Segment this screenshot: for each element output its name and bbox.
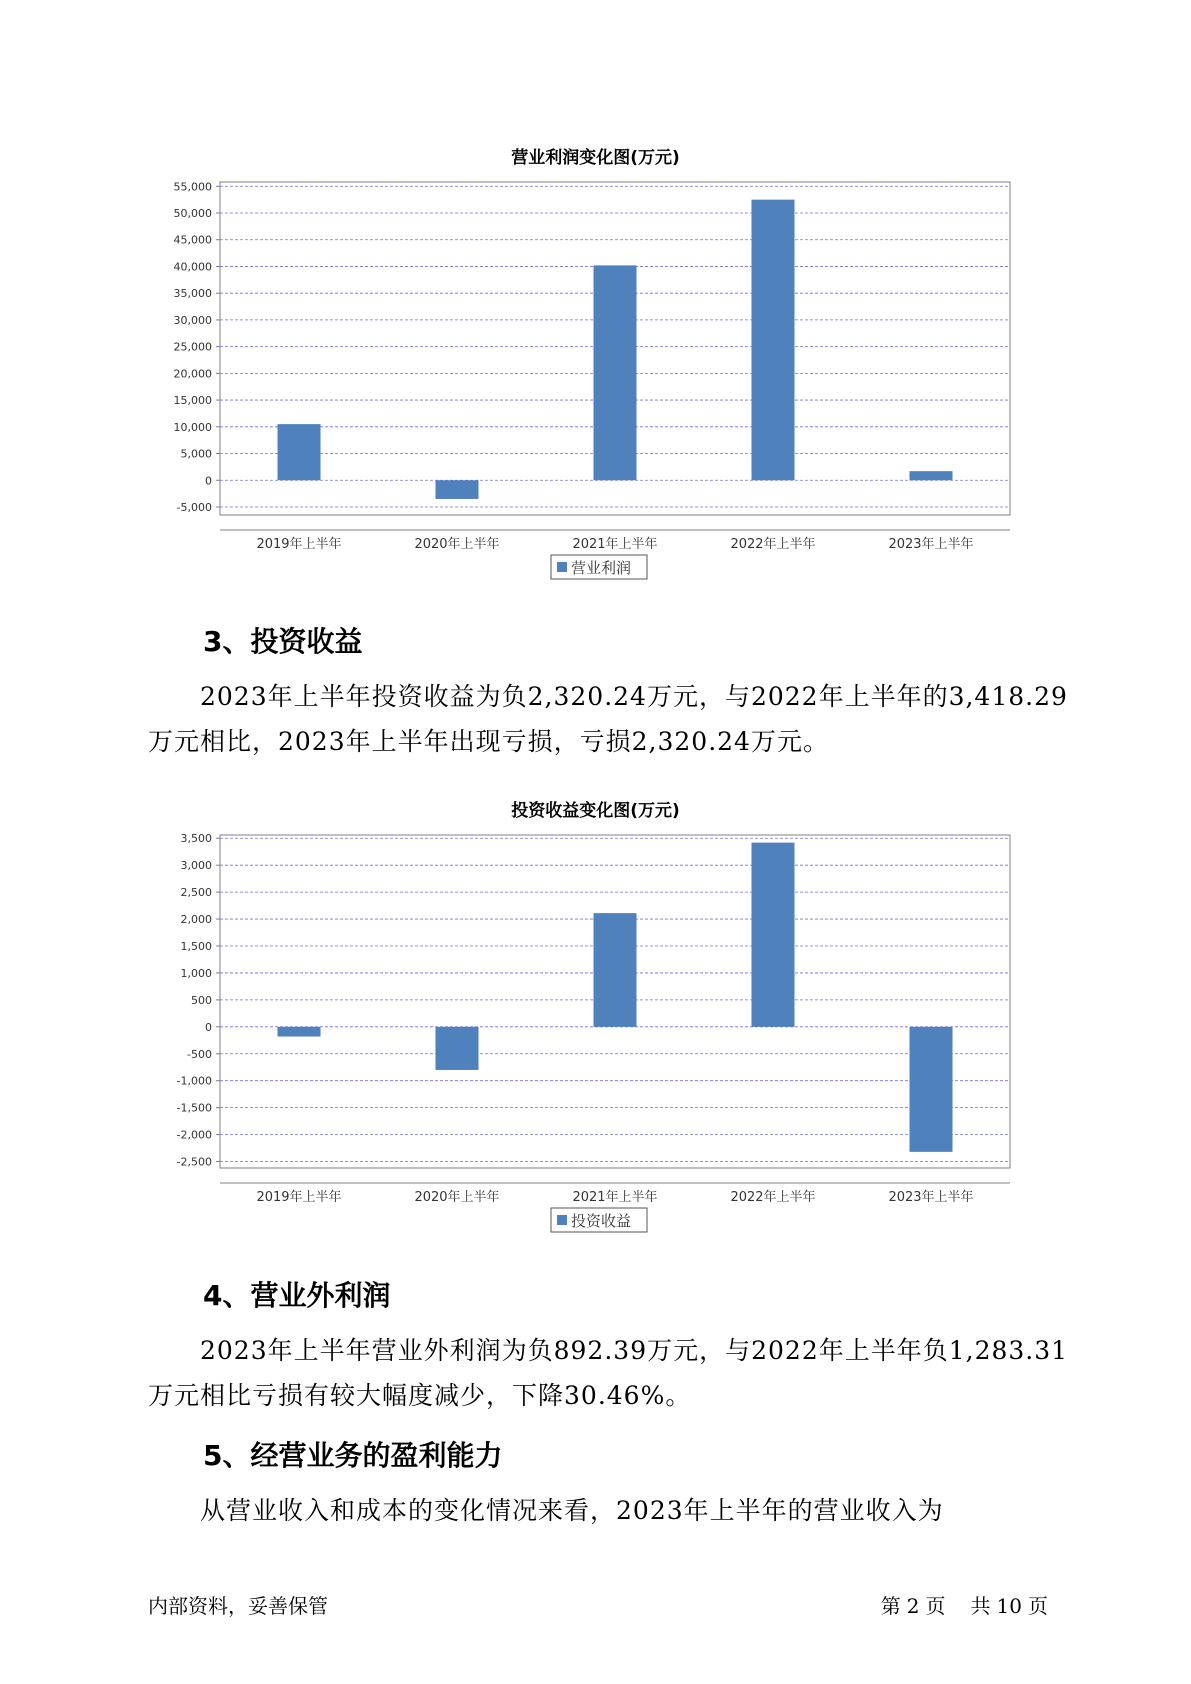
y-tick-label: 10,000	[173, 420, 212, 434]
y-tick-label: 1,000	[180, 966, 212, 980]
y-tick-label: 15,000	[173, 394, 212, 408]
total-label-prefix: 共	[970, 1594, 991, 1618]
y-tick-label: 3,000	[180, 859, 212, 873]
bar	[752, 843, 795, 1027]
section-paragraph-profitability: 从营业收入和成本的变化情况来看，2023年上半年的营业收入为	[200, 1496, 944, 1525]
y-tick-label: 3,500	[180, 832, 212, 846]
page-label-mid: 页	[925, 1594, 946, 1618]
y-tick-label: -2,500	[176, 1155, 212, 1169]
x-tick-label: 2022年上半年	[730, 537, 816, 552]
y-tick-label: 20,000	[173, 367, 212, 381]
bar	[910, 1027, 953, 1152]
x-tick-label: 2023年上半年	[888, 1190, 974, 1205]
bar	[594, 913, 637, 1027]
footer-page-info	[878, 1590, 1051, 1619]
operating-profit-chart	[0, 160, 1191, 590]
y-tick-label: 40,000	[173, 260, 212, 274]
page-number: 2	[906, 1594, 920, 1618]
footer-confidential-note: 内部资料，妥善保管	[148, 1594, 328, 1618]
y-tick-label: 0	[205, 474, 212, 488]
y-tick-label: 1,500	[180, 940, 212, 953]
y-tick-label: -1,000	[176, 1074, 212, 1088]
x-tick-label: 2023年上半年	[888, 537, 974, 552]
y-tick-label: 45,000	[173, 233, 212, 247]
legend	[551, 555, 647, 579]
bar	[278, 1027, 321, 1037]
legend	[551, 1208, 647, 1232]
section-paragraph-non-operating-profit: 2023年上半年营业外利润为负892.39万元，与2022年上半年负1,283.31万元相比亏损有较大幅度减少，下降30.46%。	[148, 1336, 1069, 1410]
y-tick-label: 2,500	[180, 886, 212, 900]
bar	[752, 200, 795, 481]
x-tick-label: 2020年上半年	[414, 1190, 500, 1205]
bar	[436, 1027, 479, 1070]
bar	[278, 424, 321, 480]
page-label-prefix: 第	[880, 1594, 901, 1618]
legend-label: 投资收益	[571, 1212, 632, 1230]
section-heading-profitability: 5、经营业务的盈利能力	[203, 1439, 503, 1472]
x-tick-label: 2021年上半年	[572, 1190, 658, 1205]
bar	[436, 480, 479, 499]
y-tick-label: 25,000	[173, 340, 212, 354]
section-paragraph-investment-income: 2023年上半年投资收益为负2,320.24万元，与2022年上半年的3,418.29万元相比，2023年上半年出现亏损，亏损2,320.24万元。	[148, 682, 1068, 756]
y-tick-label: 0	[205, 1020, 212, 1034]
y-tick-label: 35,000	[173, 287, 212, 301]
section-heading-non-operating-profit: 4、营业外利润	[203, 1279, 391, 1312]
y-tick-label: 2,000	[180, 913, 212, 927]
x-tick-label: 2022年上半年	[730, 1190, 816, 1205]
legend-swatch	[557, 562, 567, 572]
total-pages: 10	[996, 1594, 1022, 1618]
section-heading-investment-income: 3、投资收益	[203, 625, 363, 658]
y-tick-label: -500	[187, 1047, 212, 1061]
y-tick-label: 55,000	[173, 180, 212, 194]
y-tick-label: 500	[191, 993, 212, 1007]
x-tick-label: 2021年上半年	[572, 537, 658, 552]
chart-title-operating-profit: 营业利润变化图(万元)	[511, 148, 680, 168]
legend-label: 营业利润	[571, 559, 632, 577]
legend-swatch	[557, 1215, 567, 1225]
total-label-suffix: 页	[1028, 1594, 1048, 1618]
y-tick-label: -1,500	[176, 1101, 212, 1115]
x-tick-label: 2020年上半年	[414, 537, 500, 552]
chart-title-investment-income: 投资收益变化图(万元)	[511, 801, 680, 821]
y-tick-label: -5,000	[176, 500, 212, 514]
y-tick-label: -2,000	[176, 1128, 212, 1142]
x-tick-label: 2019年上半年	[256, 1190, 342, 1205]
investment-income-chart	[0, 813, 1191, 1243]
y-tick-label: 5,000	[180, 447, 212, 461]
y-tick-label: 50,000	[173, 207, 212, 221]
bar	[594, 265, 637, 480]
bar	[910, 471, 953, 480]
x-tick-label: 2019年上半年	[256, 537, 342, 552]
y-tick-label: 30,000	[173, 313, 212, 327]
